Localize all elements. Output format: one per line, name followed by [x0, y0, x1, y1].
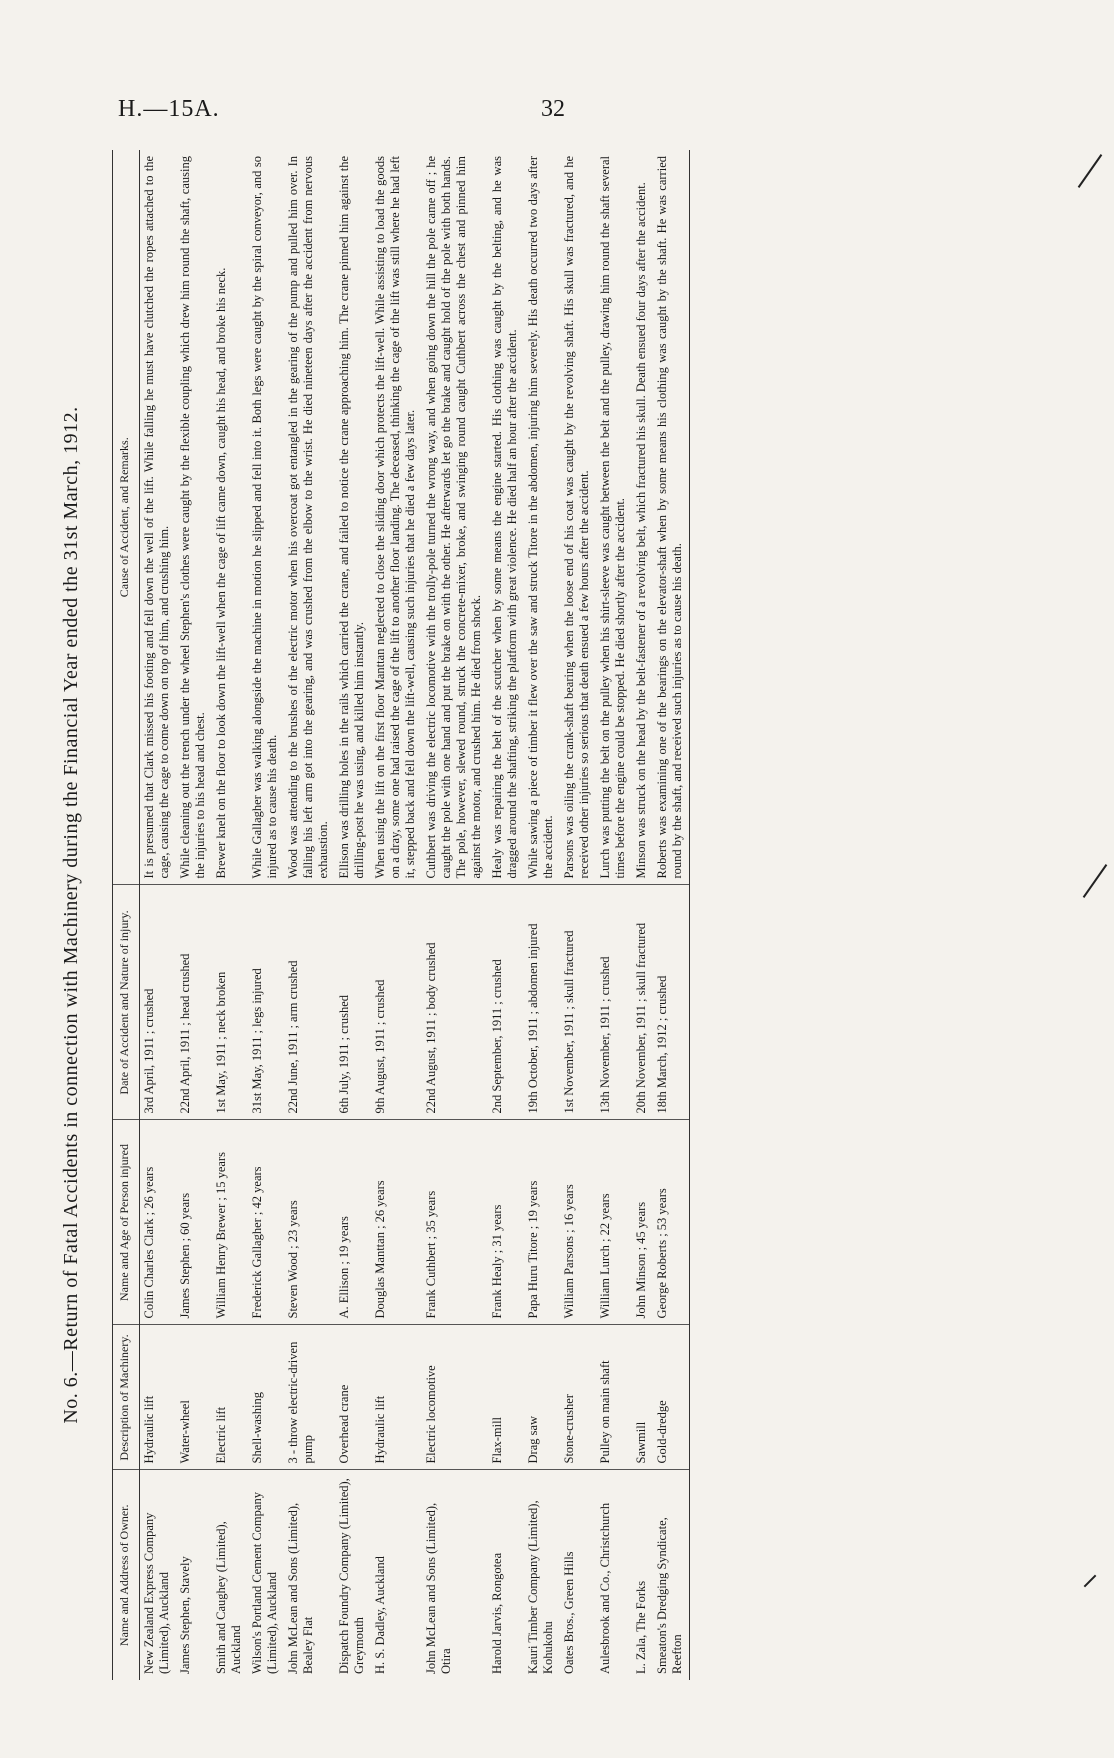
table-body — [140, 150, 690, 1680]
machinery-cell: Water-wheel — [176, 1325, 212, 1470]
person-cell: John Minson ; 45 years — [632, 1120, 653, 1325]
remarks-cell: While sawing a piece of timber it flew over the saw and struck Titore in the abdomen, injuring him severely. His death occurred two days after the accident. — [524, 150, 560, 885]
date-injury-cell: 6th July, 1911 ; crushed — [335, 885, 371, 1120]
table-row — [176, 150, 212, 1680]
person-cell: Steven Wood ; 23 years — [284, 1120, 335, 1325]
remarks-cell: Roberts was examining one of the bearings on the elevator-shaft when by some means his clothing was caught by the shaft. He was carried round by the shaft, and received such injuries as to cause his death. — [653, 150, 690, 885]
date-injury-cell: 22nd June, 1911 ; arm crushed — [284, 885, 335, 1120]
remarks-cell: Lurch was putting the belt on the pulley when his shirt-sleeve was caught between the belt and the pulley, drawing him round the shaft several times before the engine could be stopped. He died shortly after the accident. — [596, 150, 632, 885]
owner-cell: Smeaton's Dredging Syndicate, Reefton — [653, 1470, 690, 1680]
date-injury-cell: 31st May, 1911 ; legs injured — [248, 885, 284, 1120]
column-header-owner: Name and Address of Owner. — [113, 1470, 140, 1680]
remarks-cell: Cuthbert was driving the electric locomotive with the trolly-pole turned the wrong way, and when going down the hill the pole came off ; he caught the pole with one hand and put the brake on with the other. He afterwards let go the brake and caught hold of the pole with both hands. The pole, however, slewed round, struck the concrete-mixer, broke, and swinging round caught Cuthbert across the chest and pinned him against the motor, and crushed him. He died from shock. — [422, 150, 488, 885]
person-cell: Douglas Manttan ; 26 years — [371, 1120, 422, 1325]
machinery-cell: Flax-mill — [488, 1325, 524, 1470]
remarks-cell: When using the lift on the first floor Manttan neglected to close the sliding door which protects the lift-well. While assisting to load the goods on a dray, some one had raised the cage of the lift to another floor landing. The deceased, thinking the cage of the lift was still where he had left it, stepped back and fell down the lift-well, causing such injuries that he died a few days later. — [371, 150, 422, 885]
table-row — [212, 150, 248, 1680]
machinery-cell: Sawmill — [632, 1325, 653, 1470]
owner-cell: L. Zala, The Forks — [634, 1580, 648, 1674]
machinery-cell: Electric locomotive — [422, 1325, 488, 1470]
person-cell: Frank Healy ; 31 years — [488, 1120, 524, 1325]
person-cell: William Parsons ; 16 years — [560, 1120, 596, 1325]
table-row — [422, 150, 488, 1680]
remarks-cell: Brewer knelt on the floor to look down the lift-well when the cage of lift came down, caught his head, and broke his neck. — [212, 150, 248, 885]
person-cell: Papa Huru Titore ; 19 years — [524, 1120, 560, 1325]
owner-cell: James Stephen, Stavely — [178, 1556, 192, 1674]
date-injury-cell: 22nd August, 1911 ; body crushed — [422, 885, 488, 1120]
column-header-person: Name and Age of Person injured — [113, 1120, 140, 1325]
owner-cell: Dispatch Foundry Company (Limited), Greymouth — [337, 1478, 366, 1674]
date-injury-cell: 20th November, 1911 ; skull fractured — [632, 885, 653, 1120]
remarks-cell: Healy was repairing the belt of the scutcher when by some means the engine started. His clothing was caught by the belting, and he was dragged around the shafting, striking the platform with great violence. He died half an hour after the accident. — [488, 150, 524, 885]
table-row — [284, 150, 335, 1680]
table-row — [596, 150, 632, 1680]
table-header-row — [113, 150, 140, 1680]
owner-cell: John McLean and Sons (Limited), Bealey Flat — [286, 1502, 315, 1674]
owner-cell: H. S. Dadley, Auckland — [373, 1556, 387, 1674]
date-injury-cell: 1st November, 1911 ; skull fractured — [560, 885, 596, 1120]
machinery-cell: Shell-washing — [248, 1325, 284, 1470]
header-code: H.—15A. — [118, 96, 220, 122]
table-row — [248, 150, 284, 1680]
owner-cell: Aulesbrook and Co., Christchurch — [598, 1502, 612, 1674]
column-header-remarks: Cause of Accident, and Remarks. — [113, 150, 140, 885]
person-cell: Frank Cuthbert ; 35 years — [422, 1120, 488, 1325]
table-row — [488, 150, 524, 1680]
page-number: 32 — [541, 96, 565, 122]
table-title: No. 6.—Return of Fatal Accidents in connection with Machinery during the Financial Year ended the 31st March, 1912. — [60, 406, 82, 1424]
column-header-machinery: Description of Machinery. — [113, 1325, 140, 1470]
date-injury-cell: 3rd April, 1911 ; crushed — [140, 885, 177, 1120]
table-row — [632, 150, 653, 1680]
date-injury-cell: 22nd April, 1911 ; head crushed — [176, 885, 212, 1120]
machinery-cell: Electric lift — [212, 1325, 248, 1470]
owner-cell: Harold Jarvis, Rongotea — [490, 1552, 504, 1674]
table-row — [335, 150, 371, 1680]
table-row — [371, 150, 422, 1680]
person-cell: Colin Charles Clark ; 26 years — [140, 1120, 177, 1325]
remarks-cell: Minson was struck on the head by the belt-fastener of a revolving belt, which fractured his skull. Death ensued four days after the accident. — [632, 150, 653, 885]
remarks-cell: It is presumed that Clark missed his footing and fell down the well of the lift. While falling he must have clutched the ropes attached to the cage, causing the cage to come down on top of him, and crushing him. — [140, 150, 177, 885]
owner-cell: John McLean and Sons (Limited), Otira — [424, 1502, 453, 1674]
person-cell: William Henry Brewer ; 15 years — [212, 1120, 248, 1325]
table-row — [140, 150, 177, 1680]
machinery-cell: Hydraulic lift — [371, 1325, 422, 1470]
person-cell: Frederick Gallagher ; 42 years — [248, 1120, 284, 1325]
table-row — [560, 150, 596, 1680]
date-injury-cell: 9th August, 1911 ; crushed — [371, 885, 422, 1120]
machinery-cell: Overhead crane — [335, 1325, 371, 1470]
remarks-cell: Wood was attending to the brushes of the electric motor when his overcoat got entangled in the gearing of the pump and pulled him over. In falling his left arm got into the gearing, and was crushed from the elbow to the wrist. He died nineteen days after the accident from nervous exhaustion. — [284, 150, 335, 885]
machinery-cell: 3 - throw electric-driven pump — [284, 1325, 335, 1470]
table-row — [524, 150, 560, 1680]
fatal-accidents-table — [112, 150, 690, 1680]
remarks-cell: Parsons was oiling the crank-shaft bearing when the loose end of his coat was caught by the revolving shaft. His skull was fractured, and he received other injuries so serious that death ensued a few hours after the accident. — [560, 150, 596, 885]
remarks-cell: While cleaning out the trench under the wheel Stephen's clothes were caught by the flexible coupling which drew him round the shaft, causing the injuries to his head and chest. — [176, 150, 212, 885]
machinery-cell: Pulley on main shaft — [596, 1325, 632, 1470]
machinery-cell: Stone-crusher — [560, 1325, 596, 1470]
owner-cell: New Zealand Express Company (Limited), Auckland — [142, 1512, 171, 1674]
margin-mark — [1078, 154, 1103, 188]
owner-cell: Kauri Timber Company (Limited), Kohukohu — [526, 1500, 555, 1674]
rotated-table-sheet — [40, 150, 980, 1680]
date-injury-cell: 18th March, 1912 ; crushed — [653, 885, 690, 1120]
margin-mark — [1083, 864, 1108, 898]
owner-cell: Oates Bros., Green Hills — [562, 1551, 576, 1674]
date-injury-cell: 1st May, 1911 ; neck broken — [212, 885, 248, 1120]
machinery-cell: Gold-dredge — [653, 1325, 690, 1470]
column-header-date-injury: Date of Accident and Nature of injury. — [113, 885, 140, 1120]
margin-mark — [1084, 1575, 1097, 1588]
remarks-cell: Ellison was drilling holes in the rails which carried the crane, and failed to notice the crane approaching him. The crane pinned him against the drilling-post he was using, and killed him instantly. — [335, 150, 371, 885]
person-cell: A. Ellison ; 19 years — [335, 1120, 371, 1325]
owner-cell: Smith and Caughey (Limited), Auckland — [214, 1521, 243, 1674]
table-row — [653, 150, 690, 1680]
date-injury-cell: 13th November, 1911 ; crushed — [596, 885, 632, 1120]
remarks-cell: While Gallagher was walking alongside the machine in motion he slipped and fell into it. Both legs were caught by the spiral conveyor, and so injured as to cause his death. — [248, 150, 284, 885]
machinery-cell: Drag saw — [524, 1325, 560, 1470]
person-cell: James Stephen ; 60 years — [176, 1120, 212, 1325]
person-cell: William Lurch ; 22 years — [596, 1120, 632, 1325]
owner-cell: Wilson's Portland Cement Company (Limited), Auckland — [250, 1492, 279, 1674]
machinery-cell: Hydraulic lift — [140, 1325, 177, 1470]
date-injury-cell: 19th October, 1911 ; abdomen injured — [524, 885, 560, 1120]
person-cell: George Roberts ; 53 years — [653, 1120, 690, 1325]
date-injury-cell: 2nd September, 1911 ; crushed — [488, 885, 524, 1120]
